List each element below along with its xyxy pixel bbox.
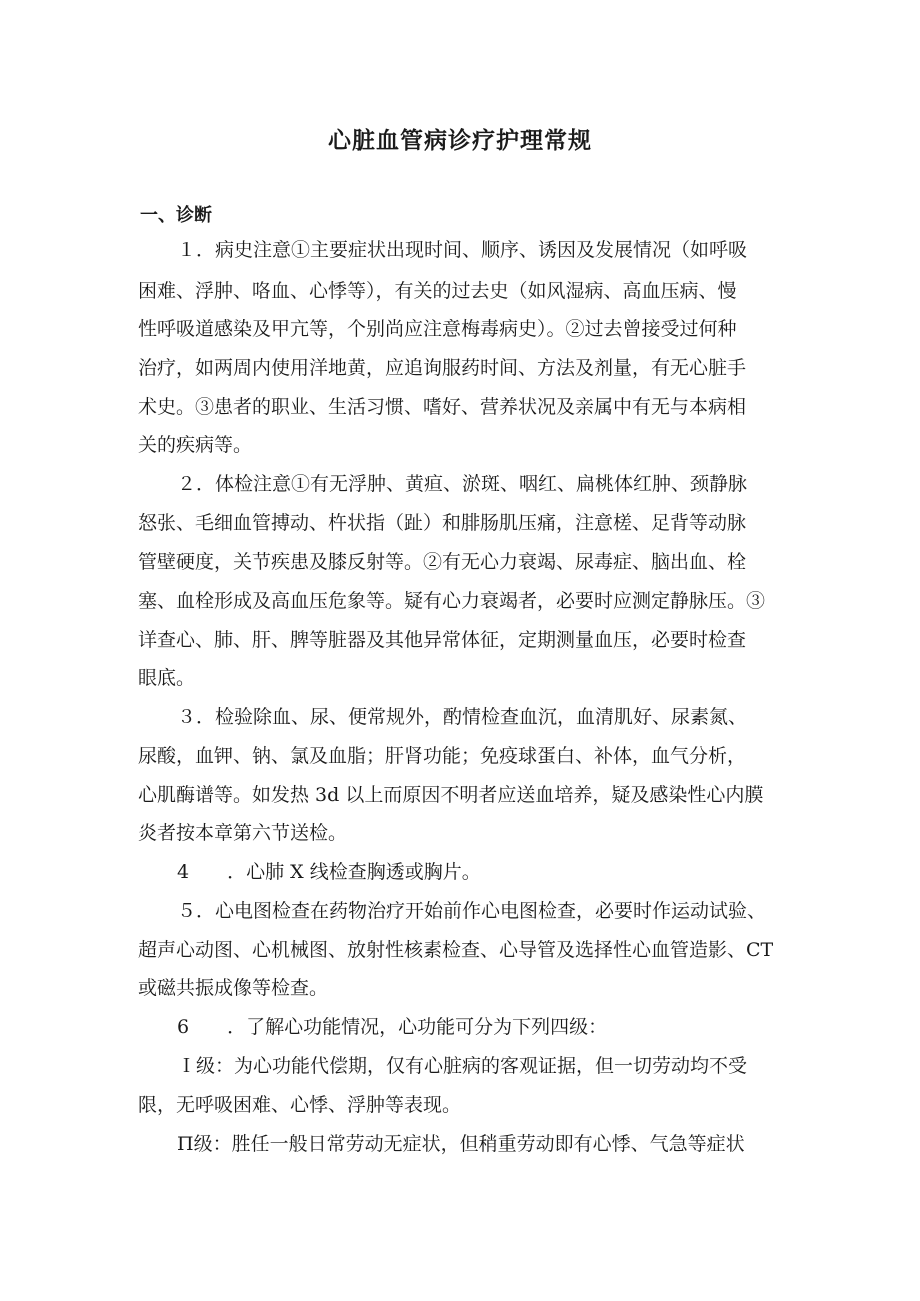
paragraph-line: Ｉ级：为心功能代偿期，仅有心脏病的客观证据，但一切劳动均不受 <box>177 1055 748 1077</box>
paragraph-line: 管壁硬度，关节疾患及膝反射等。②有无心力衰竭、尿毒症、脑出血、栓 <box>138 551 747 573</box>
paragraph-line: 关的疾病等。 <box>138 434 253 456</box>
paragraph-line: 详查心、肺、肝、脾等脏器及其他异常体征，定期测量血压，必要时检查 <box>138 629 747 651</box>
paragraph-line: 术史。③患者的职业、生活习惯、嗜好、营养状况及亲属中有无与本病相 <box>138 396 747 418</box>
paragraph-line: ５．心电图检查在药物治疗开始前作心电图检查，必要时作运动试验、 <box>177 900 767 922</box>
paragraph-line: 心肌酶谱等。如发热 3d 以上而原因不明者应送血培养，疑及感染性心内膜 <box>138 784 764 806</box>
paragraph-line: 限，无呼吸困难、心悸、浮肿等表现。 <box>138 1094 462 1116</box>
paragraph-line: 塞、血栓形成及高血压危象等。疑有心力衰竭者，必要时应测定静脉压。③ <box>138 590 766 612</box>
paragraph-line: ２．体检注意①有无浮肿、黄疸、淤斑、咽红、扁桃体红肿、颈静脉 <box>177 473 748 495</box>
paragraph-line: 性呼吸道感染及甲亢等，个别尚应注意梅毒病史）。②过去曾接受过何种 <box>138 318 737 340</box>
paragraph-line: 6 ．了解心功能情况，心功能可分为下列四级： <box>177 1016 608 1038</box>
paragraph-line: ３．检验除血、尿、便常规外，酌情检查血沉，血清肌好、尿素氮、 <box>177 706 748 728</box>
paragraph-line: Π级：胜任一般日常劳动无症状，但稍重劳动即有心悸、气急等症状 <box>177 1133 745 1155</box>
paragraph-line: 眼底。 <box>138 667 196 689</box>
paragraph-line: 困难、浮肿、咯血、心悸等），有关的过去史（如风湿病、高血压病、慢 <box>138 280 737 302</box>
paragraph-line: 4 ．心肺 X 线检查胸透或胸片。 <box>177 861 481 883</box>
paragraph-line: 或磁共振成像等检查。 <box>138 977 329 999</box>
section-heading: 一、诊断 <box>140 205 212 226</box>
document-title: 心脏血管病诊疗护理常规 <box>328 128 592 154</box>
paragraph-line: 炎者按本章第六节送检。 <box>138 822 348 844</box>
paragraph-line: 超声心动图、心机械图、放射性核素检查、心导管及选择性心血管造影、CT <box>138 939 774 961</box>
paragraph-line: 怒张、毛细血管搏动、杵状指（趾）和腓肠肌压痛，注意槎、足背等动脉 <box>138 512 747 534</box>
paragraph-line: 治疗，如两周内使用洋地黄，应追询服药时间、方法及剂量，有无心脏手 <box>138 357 747 379</box>
paragraph-line: 尿酸，血钾、钠、氯及血脂；肝肾功能；免疫球蛋白、补体，血气分析， <box>138 745 747 767</box>
paragraph-line: １．病史注意①主要症状出现时间、顺序、诱因及发展情况（如呼吸 <box>177 239 748 261</box>
